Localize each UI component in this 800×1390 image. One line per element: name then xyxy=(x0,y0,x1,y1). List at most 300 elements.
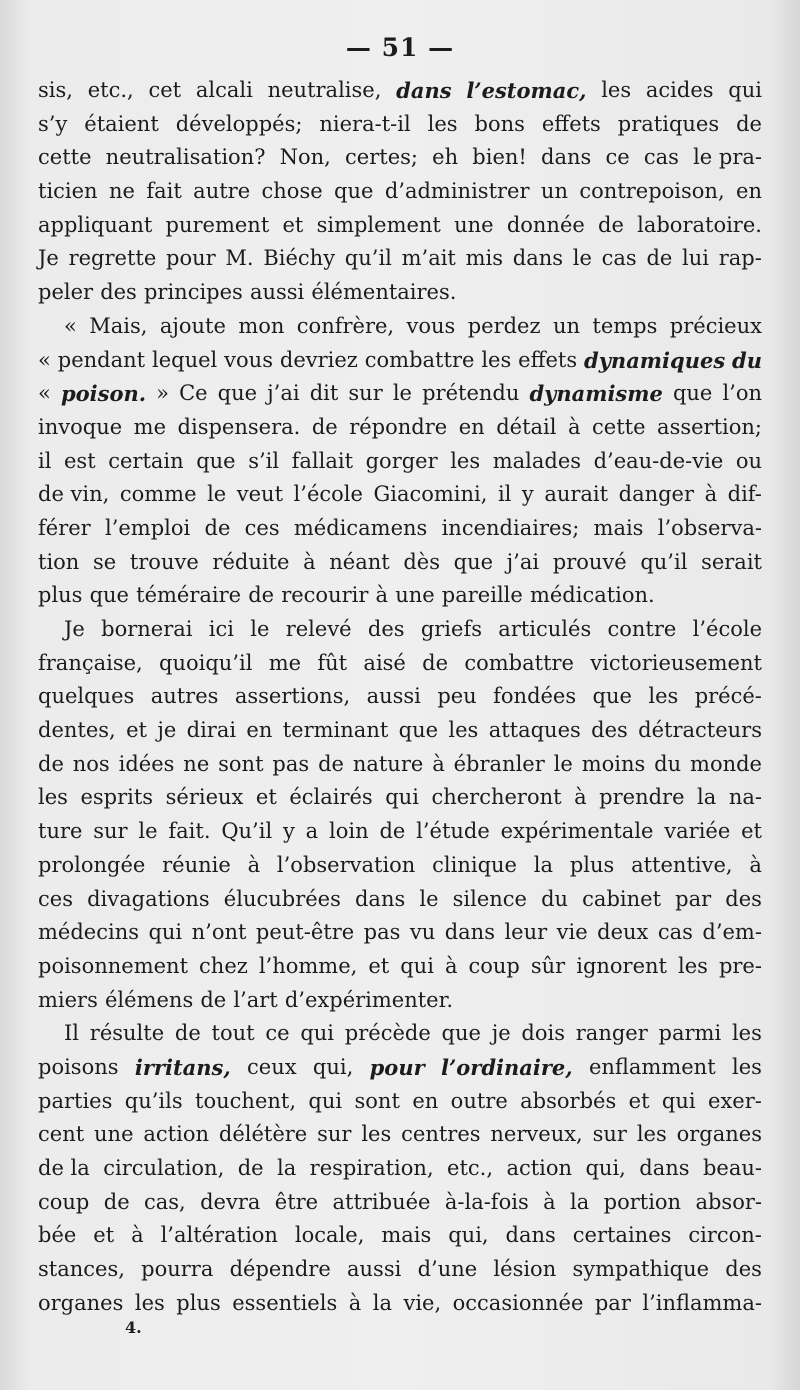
word: mais xyxy=(381,1223,432,1248)
word: les xyxy=(678,953,708,978)
word: téméraire xyxy=(136,583,242,608)
word: d’eau-de-vie xyxy=(593,448,724,473)
word: y xyxy=(521,482,534,507)
word: médicamens xyxy=(293,515,428,540)
italic-word: dynamiques xyxy=(584,347,726,373)
text-line xyxy=(38,680,762,714)
italic-word: dans xyxy=(396,78,452,103)
text-line xyxy=(38,613,762,647)
word: une xyxy=(454,212,494,237)
word: combattre xyxy=(464,650,574,675)
word: » xyxy=(156,381,169,406)
text-line xyxy=(38,512,762,546)
word: terminant xyxy=(282,718,389,743)
word: fait. xyxy=(168,819,211,844)
word: à xyxy=(303,549,316,574)
word: sur xyxy=(93,819,128,844)
word: sympathique xyxy=(572,1257,710,1282)
word: dans xyxy=(444,920,495,945)
word: quelques xyxy=(38,684,135,709)
word: un xyxy=(540,179,568,204)
signature-mark: 4. xyxy=(125,1318,142,1337)
word: aussi xyxy=(249,280,305,305)
word: à xyxy=(574,785,587,810)
text-line xyxy=(38,1051,762,1085)
word: rap- xyxy=(718,246,762,271)
word: sûr xyxy=(530,953,566,978)
word: fondées xyxy=(493,684,577,709)
word: ajoute xyxy=(159,313,226,338)
word: d’une xyxy=(417,1257,478,1282)
word: l’on xyxy=(722,381,762,406)
word: de xyxy=(248,583,275,608)
word: Je xyxy=(38,246,59,271)
word: recourir xyxy=(281,583,369,608)
word: organes xyxy=(676,1122,762,1147)
word: bien! xyxy=(472,145,527,170)
word: médication. xyxy=(529,583,655,608)
word: chercheront xyxy=(431,785,562,810)
word: et xyxy=(282,212,304,237)
word: assertions, xyxy=(234,684,351,709)
word: la xyxy=(533,852,554,877)
word: ranger xyxy=(575,1021,648,1046)
word: à xyxy=(375,583,389,608)
word: la xyxy=(276,1156,297,1180)
word: locale, xyxy=(294,1223,365,1248)
word: qu’il xyxy=(640,549,688,574)
word: sérieux xyxy=(165,785,244,810)
word: qui xyxy=(385,785,419,810)
word: lequel xyxy=(152,347,218,372)
text-line xyxy=(38,74,762,108)
word: élémens xyxy=(105,987,194,1012)
word: « xyxy=(38,347,51,372)
text-line xyxy=(38,377,762,411)
word: à-la-fois xyxy=(444,1189,529,1214)
word: délétère xyxy=(218,1122,308,1147)
text-line xyxy=(38,714,762,748)
text-line xyxy=(38,781,762,815)
word: quoiqu’il xyxy=(159,650,253,675)
word: parties xyxy=(38,1088,113,1113)
word: de vin, xyxy=(38,482,110,507)
word: loin xyxy=(329,819,369,844)
word: prouvé xyxy=(552,549,627,574)
word: qu’il xyxy=(344,246,392,271)
word: et xyxy=(368,953,390,978)
word: ces xyxy=(244,515,280,540)
word: attribuée xyxy=(332,1189,431,1214)
italic-word: pour xyxy=(369,1054,425,1080)
word: cabinet xyxy=(582,886,662,911)
word: la xyxy=(372,1290,392,1315)
word: par xyxy=(594,1290,631,1315)
text-line xyxy=(38,883,762,917)
word: il xyxy=(497,482,512,507)
text-line xyxy=(38,546,762,580)
word: le xyxy=(572,246,592,271)
word: les xyxy=(481,347,512,372)
word: me xyxy=(268,650,302,675)
word: la xyxy=(570,1189,590,1214)
word: les xyxy=(636,1122,667,1147)
word: de xyxy=(174,1021,201,1046)
word: le xyxy=(138,819,158,844)
text-line xyxy=(38,141,762,175)
word: précé- xyxy=(694,684,762,709)
word: bons xyxy=(474,111,525,136)
word: des xyxy=(100,280,137,305)
word: monde xyxy=(690,751,762,776)
word: le pra- xyxy=(693,145,762,170)
word: touchent, xyxy=(195,1088,297,1113)
word: qui, xyxy=(585,1156,626,1180)
word: l’observa- xyxy=(657,515,762,540)
word: par xyxy=(675,886,712,911)
word: que xyxy=(398,718,439,743)
word: aussi xyxy=(366,684,421,709)
text-line xyxy=(38,310,762,344)
word: dispensera. xyxy=(177,414,301,439)
word: gorger xyxy=(365,448,438,473)
word: certaines xyxy=(572,1223,672,1248)
word: aurait xyxy=(544,482,609,507)
word: a xyxy=(305,819,319,844)
word: attaques xyxy=(488,718,581,743)
word: tion xyxy=(38,549,80,574)
word: réduite xyxy=(212,549,290,574)
word: cas, xyxy=(144,1189,186,1214)
word: à xyxy=(704,482,718,507)
word: peu xyxy=(437,684,477,709)
word: en xyxy=(246,718,273,743)
word: les xyxy=(450,448,481,473)
word: française, xyxy=(38,650,143,675)
word: victorieusement xyxy=(590,650,762,675)
word: sur xyxy=(317,1122,352,1147)
word: l’homme, xyxy=(258,953,358,978)
word: sis, xyxy=(38,78,73,102)
word: ici xyxy=(208,617,234,641)
word: fait xyxy=(146,179,182,204)
word: bée xyxy=(38,1223,77,1248)
word: sur xyxy=(348,381,383,406)
word: se xyxy=(92,549,117,574)
word: pour xyxy=(166,246,216,271)
word: de xyxy=(103,1189,130,1214)
word: il xyxy=(38,448,52,473)
word: exer- xyxy=(708,1088,762,1113)
word: devra xyxy=(200,1189,261,1214)
text-line xyxy=(38,1253,762,1287)
word: circon- xyxy=(688,1223,762,1248)
word: lésion xyxy=(493,1257,557,1282)
word: de xyxy=(736,111,762,136)
word: de xyxy=(318,751,344,776)
word: tout xyxy=(211,1021,255,1046)
word: les xyxy=(448,718,479,743)
word: pre- xyxy=(718,953,762,978)
word: que xyxy=(196,448,236,473)
word: absor- xyxy=(695,1189,762,1214)
word: plus xyxy=(38,583,83,608)
text-line xyxy=(38,647,762,681)
word: enflamment xyxy=(588,1054,716,1079)
word: à xyxy=(432,751,445,776)
word: chose xyxy=(261,179,323,204)
word: prendre xyxy=(599,785,685,810)
word: la xyxy=(697,785,717,810)
word: ticien xyxy=(38,179,98,204)
word: pourra xyxy=(141,1257,214,1282)
word: Mais, xyxy=(89,313,148,338)
word: des xyxy=(725,886,762,911)
word: respiration, xyxy=(309,1156,434,1180)
word: circulation, xyxy=(103,1156,225,1180)
italic-word: dynamisme xyxy=(529,381,663,407)
word: qu’ils xyxy=(124,1088,183,1113)
word: fallait xyxy=(291,448,354,473)
word: j’ai xyxy=(506,549,540,574)
word: action xyxy=(143,1122,209,1147)
text-line xyxy=(38,815,762,849)
word: moins xyxy=(581,751,646,776)
word: du xyxy=(654,751,682,776)
word: peut-être xyxy=(255,920,355,945)
word: relevé xyxy=(285,617,352,641)
word: pareille xyxy=(441,583,523,608)
word: répondre xyxy=(349,414,448,439)
word: stances, xyxy=(38,1257,125,1282)
word: trouve xyxy=(129,549,199,574)
word: lui xyxy=(682,246,710,271)
word: laboratoire. xyxy=(637,212,762,237)
word: éclairés xyxy=(289,785,373,810)
word: les xyxy=(427,111,458,136)
word: réunie xyxy=(162,852,231,877)
text-line xyxy=(38,1287,762,1321)
word: à xyxy=(749,852,762,877)
word: les xyxy=(601,78,632,102)
word: mais xyxy=(593,515,644,540)
word: l’art xyxy=(233,987,278,1012)
italic-word: l’estomac, xyxy=(466,78,587,103)
word: dentes, xyxy=(38,718,116,743)
word: outre xyxy=(450,1088,508,1113)
word: dirai xyxy=(186,718,237,743)
word: les xyxy=(648,684,679,709)
word: et xyxy=(741,819,762,844)
word: Biéchy xyxy=(263,246,336,271)
word: articulés xyxy=(498,617,592,641)
word: d’em- xyxy=(702,920,762,945)
word: confrère, xyxy=(296,313,395,338)
word: d’administrer xyxy=(384,179,530,204)
word: s’y xyxy=(38,111,68,136)
word: Non, xyxy=(279,145,331,170)
word: appliquant xyxy=(38,212,153,237)
word: qui, xyxy=(448,1223,489,1248)
word: Ce xyxy=(179,381,208,406)
word: idées xyxy=(118,751,175,776)
text-line xyxy=(38,1186,762,1220)
word: dans xyxy=(541,145,592,170)
word: et xyxy=(628,1088,650,1113)
text-line xyxy=(38,579,762,613)
word: danger xyxy=(618,482,695,507)
word: le xyxy=(419,886,439,911)
text-line xyxy=(38,1118,762,1152)
word: organes xyxy=(38,1290,124,1315)
text-line xyxy=(38,175,762,209)
word: vous xyxy=(406,313,456,338)
word: niera-t-il xyxy=(319,111,411,136)
word: portion xyxy=(603,1189,682,1214)
word: l’observation xyxy=(276,852,416,877)
word: les xyxy=(731,1021,762,1046)
word: cette xyxy=(38,145,92,170)
word: j’ai xyxy=(267,381,300,406)
word: néant xyxy=(329,549,390,574)
word: des xyxy=(591,718,628,743)
word: occasionnée xyxy=(452,1290,584,1315)
word: chez xyxy=(199,953,248,978)
word: dans xyxy=(505,1223,556,1248)
word: cent xyxy=(38,1122,85,1147)
word: je xyxy=(157,718,177,743)
word: etc., xyxy=(447,1156,494,1180)
word: vie xyxy=(556,920,588,945)
word: qui xyxy=(148,920,183,945)
word: devriez xyxy=(279,347,358,372)
word: n’ont xyxy=(191,920,247,945)
word: effets xyxy=(518,347,578,372)
word: à xyxy=(348,1290,362,1315)
word: est xyxy=(64,448,96,473)
word: absorbés xyxy=(520,1088,617,1113)
word: à xyxy=(131,1223,144,1248)
word: l’altération xyxy=(160,1223,278,1248)
word: que xyxy=(672,381,713,406)
word: élucubrées xyxy=(223,886,341,911)
word: ture xyxy=(38,819,83,844)
word: de xyxy=(38,751,64,776)
word: ce xyxy=(605,145,630,170)
word: et xyxy=(126,718,147,743)
word: neutralise, xyxy=(267,78,382,102)
word: mon xyxy=(238,313,285,338)
word: précède xyxy=(344,1021,431,1046)
word: neutralisation? xyxy=(105,145,266,170)
word: coup xyxy=(38,1189,90,1214)
word: esprits xyxy=(80,785,154,810)
word: autre xyxy=(193,179,251,204)
word: etc., xyxy=(87,78,134,102)
word: les xyxy=(732,1054,762,1079)
text-line xyxy=(38,1017,762,1051)
word: sont xyxy=(218,751,264,776)
word: ou xyxy=(735,448,762,473)
word: un xyxy=(552,313,580,338)
word: alcali xyxy=(195,78,253,102)
word: dif- xyxy=(727,482,762,507)
word: variée xyxy=(664,819,731,844)
word: étaient xyxy=(84,111,159,136)
word: dois xyxy=(521,1021,565,1046)
word: l’inflamma- xyxy=(642,1290,762,1315)
word: ne xyxy=(183,751,210,776)
word: action xyxy=(506,1156,573,1180)
word: que xyxy=(217,381,258,406)
text-line xyxy=(38,478,762,512)
text-line xyxy=(38,1152,762,1186)
word: certes; xyxy=(345,145,418,170)
word: Il xyxy=(64,1021,80,1046)
word: que xyxy=(89,583,129,608)
word: à xyxy=(567,414,581,439)
word: prétendu xyxy=(422,381,520,406)
word: en xyxy=(412,1088,439,1113)
word: purement xyxy=(165,212,270,237)
word: et xyxy=(93,1223,115,1248)
word: je xyxy=(491,1021,511,1046)
word: attentive, xyxy=(631,852,733,877)
word: d’expérimenter. xyxy=(284,987,454,1012)
word: le xyxy=(392,381,412,406)
word: les xyxy=(361,1122,392,1147)
text-line xyxy=(38,984,762,1018)
word: parmi xyxy=(658,1021,722,1046)
word: ne xyxy=(108,179,135,204)
italic-word: l’ordinaire, xyxy=(441,1054,573,1080)
word: dépendre xyxy=(229,1257,331,1282)
word: résulte xyxy=(89,1021,165,1046)
word: des xyxy=(725,1257,762,1282)
word: contrepoison, xyxy=(579,179,725,204)
word: essentiels xyxy=(232,1290,338,1315)
word: temps xyxy=(592,313,658,338)
word: Je xyxy=(64,617,85,641)
word: Qu’il xyxy=(221,819,273,844)
word: pratiques xyxy=(617,111,720,136)
word: qui xyxy=(400,953,434,978)
word: ceux xyxy=(247,1054,297,1079)
word: qui xyxy=(308,1088,343,1113)
word: du xyxy=(541,886,569,911)
word: sur xyxy=(592,1122,627,1147)
word: silence xyxy=(452,886,527,911)
word: de la xyxy=(38,1156,90,1180)
word: effets xyxy=(541,111,601,136)
word: centres xyxy=(401,1122,481,1147)
word: malades xyxy=(492,448,582,473)
word: de xyxy=(422,650,449,675)
word: qui xyxy=(661,1088,696,1113)
word: férer xyxy=(38,515,91,540)
text-line xyxy=(38,209,762,243)
word: une xyxy=(94,1122,134,1147)
word: regrette xyxy=(68,246,157,271)
word: de xyxy=(237,1156,264,1180)
word: na- xyxy=(728,785,762,810)
word: à xyxy=(543,1189,556,1214)
word: ce xyxy=(265,1021,290,1046)
word: poisonnement xyxy=(38,953,189,978)
word: coup xyxy=(468,953,520,978)
word: le xyxy=(250,617,270,641)
word: qui, xyxy=(312,1054,354,1079)
